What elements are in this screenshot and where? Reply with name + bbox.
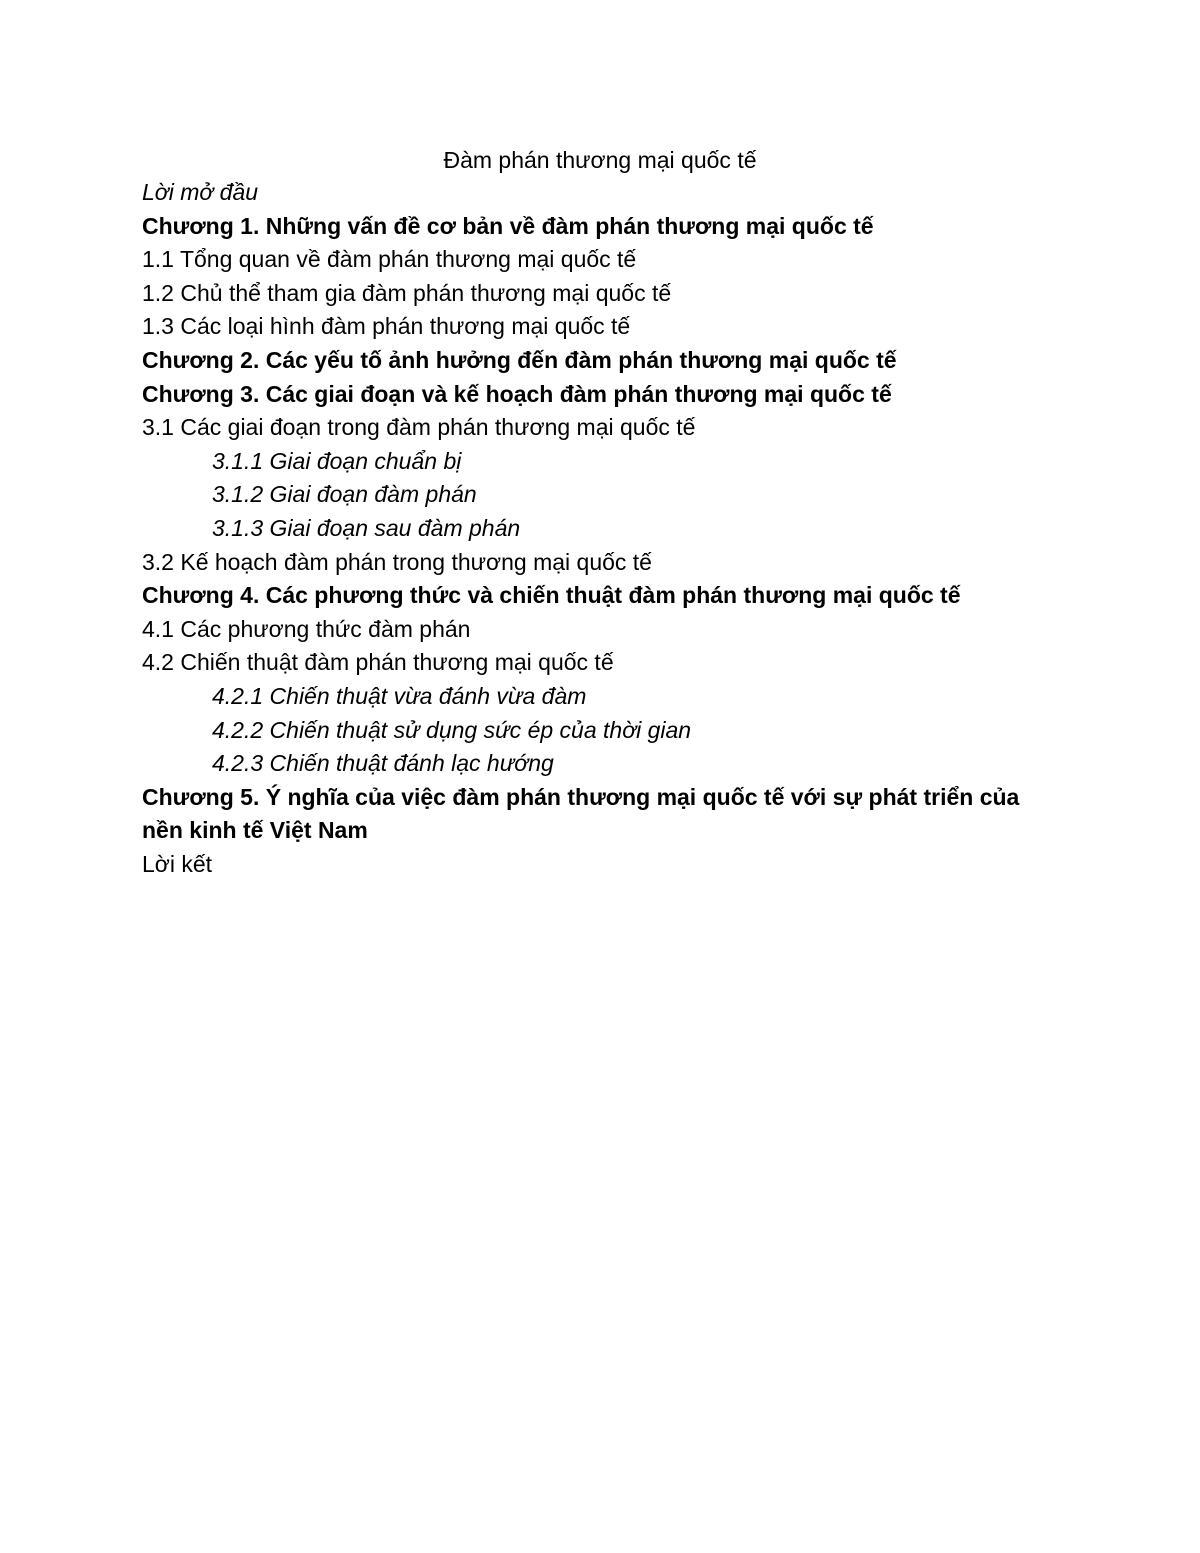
toc-chapter-5: Chương 5. Ý nghĩa của việc đàm phán thương mại quốc tế với sự phát triển của nền kinh tế Việt Nam bbox=[142, 783, 1020, 844]
toc-subsection-3-1-3: 3.1.3 Giai đoạn sau đàm phán bbox=[212, 514, 521, 541]
toc-chapter-1: Chương 1. Những vấn đề cơ bản về đàm phán thương mại quốc tế bbox=[142, 212, 874, 239]
toc-subsection-4-2-1: 4.2.1 Chiến thuật vừa đánh vừa đàm bbox=[212, 682, 587, 709]
toc-section-1-1: 1.1 Tổng quan về đàm phán thương mại quốc tế bbox=[142, 246, 637, 273]
toc-item-introduction: Lời mở đầu bbox=[142, 179, 259, 205]
toc-chapter-3: Chương 3. Các giai đoạn và kế hoạch đàm phán thương mại quốc tế bbox=[142, 380, 892, 407]
toc-subsection-4-2-3: 4.2.3 Chiến thuật đánh lạc hướng bbox=[212, 750, 554, 777]
toc-section-3-1: 3.1 Các giai đoạn trong đàm phán thương mại quốc tế bbox=[142, 414, 696, 441]
document-title: Đàm phán thương mại quốc tế bbox=[443, 147, 757, 173]
toc-subsection-3-1-2: 3.1.2 Giai đoạn đàm phán bbox=[212, 481, 477, 508]
toc-section-4-1: 4.1 Các phương thức đàm phán bbox=[142, 615, 471, 642]
table-of-contents bbox=[142, 176, 1062, 881]
toc-section-3-2: 3.2 Kế hoạch đàm phán trong thương mại quốc tế bbox=[142, 548, 652, 575]
toc-chapter-2: Chương 2. Các yếu tố ảnh hưởng đến đàm phán thương mại quốc tế bbox=[142, 346, 897, 373]
toc-section-1-2: 1.2 Chủ thể tham gia đàm phán thương mại quốc tế bbox=[142, 279, 672, 306]
toc-section-4-2: 4.2 Chiến thuật đàm phán thương mại quốc tế bbox=[142, 649, 614, 676]
toc-subsection-3-1-1: 3.1.1 Giai đoạn chuẩn bị bbox=[212, 447, 462, 474]
toc-item-conclusion: Lời kết bbox=[142, 850, 213, 877]
toc-section-1-3: 1.3 Các loại hình đàm phán thương mại quốc tế bbox=[142, 313, 631, 340]
toc-subsection-4-2-2: 4.2.2 Chiến thuật sử dụng sức ép của thời gian bbox=[212, 716, 692, 743]
toc-chapter-4: Chương 4. Các phương thức và chiến thuật đàm phán thương mại quốc tế bbox=[142, 582, 961, 609]
